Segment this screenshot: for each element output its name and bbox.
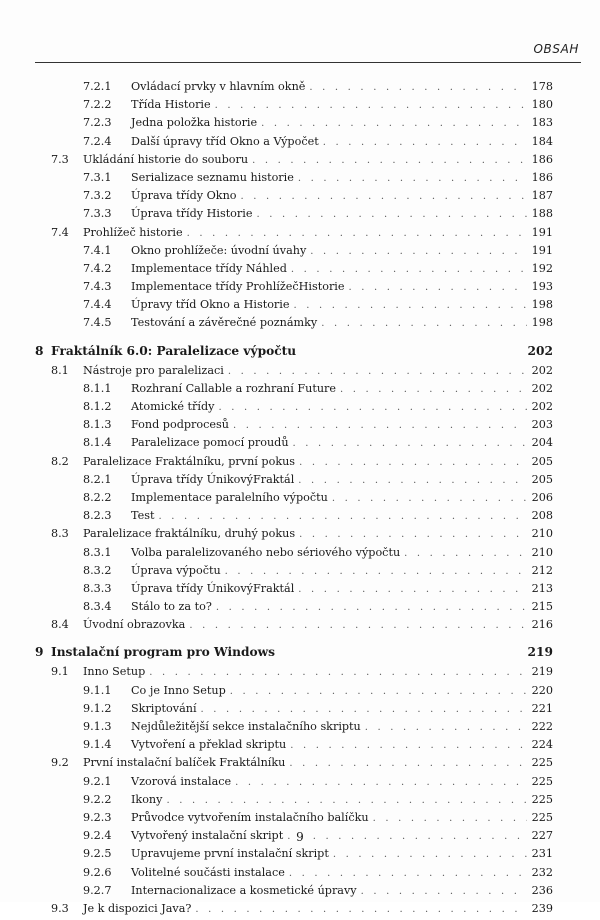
toc-entry-page: 187 [531,189,553,203]
toc-section-row [35,618,553,636]
table-of-contents [35,80,553,920]
toc-entry-number: 9.1 [51,665,69,679]
toc-entry-number: 9.1.4 [83,738,112,752]
toc-entry-number: 9.2.1 [83,774,112,788]
toc-entry-number: 7.4.5 [83,316,112,330]
toc-subsection-row [35,98,553,116]
toc-entry-page: 205 [531,472,553,486]
toc-subsection-row [35,400,553,418]
dot-leader [187,228,527,239]
toc-entry-number: 8.2.1 [83,472,112,486]
toc-entry-title: Vzorová instalace [131,774,232,788]
toc-entry-number: 7.2.1 [83,80,112,93]
toc-section-row [35,153,553,171]
toc-entry-page: 212 [531,563,553,577]
toc-entry-title: Vytvoření a překlad skriptu [131,738,287,752]
toc-subsection-row [35,382,553,400]
toc-entry-title: Nejdůležitější sekce instalačního skriptu [131,720,361,733]
toc-entry-title: První instalační balíček Fraktálníku [83,756,286,770]
toc-section-row [35,455,553,473]
dot-leader [289,758,527,769]
toc-entry-title: Test [131,509,155,523]
toc-entry-number: 8.3 [51,527,69,541]
toc-entry-title: Implementace paralelního výpočtu [131,490,328,504]
toc-subsection-row [35,866,553,884]
toc-entry-title: Třída Historie [131,98,211,112]
toc-entry-page: 202 [531,363,553,377]
dot-leader [158,511,527,522]
toc-entry-page: 231 [531,847,553,861]
dot-leader [333,849,527,860]
toc-subsection-row [35,847,553,865]
dot-leader [230,686,527,697]
toc-entry-title: Jedna položka historie [131,116,258,130]
toc-entry-title: Volitelné součásti instalace [131,865,285,879]
dot-leader [149,667,527,678]
toc-chapter-row [35,645,553,665]
toc-entry-number: 7.3.2 [83,189,112,203]
toc-entry-page: 202 [531,381,553,395]
toc-entry-number: 7.4.3 [83,280,112,294]
toc-subsection-row [35,811,553,829]
dot-leader [323,137,527,148]
dot-leader [228,366,527,377]
toc-section-row [35,527,553,545]
toc-entry-page: 216 [531,618,553,632]
toc-subsection-row [35,720,553,738]
toc-entry-title: Implementace třídy ProhlížečHistorie [131,280,345,294]
dot-leader [321,318,527,329]
dot-leader [261,118,527,129]
toc-entry-title: Implementace třídy Náhled [131,261,287,275]
toc-entry-page: 178 [531,80,553,93]
toc-entry-page: 222 [531,720,553,733]
toc-entry-number: 7.4.4 [83,298,112,312]
toc-subsection-row [35,207,553,225]
toc-entry-title: Stálo to za to? [131,600,212,614]
toc-entry-number: 7.4.2 [83,261,112,275]
dot-leader [256,209,527,220]
toc-entry-title: Úprava třídy ÚnikovýFraktál [131,581,295,595]
toc-entry-number: 8.2 [51,454,69,468]
dot-leader [298,584,527,595]
toc-entry-page: 204 [531,436,553,450]
toc-entry-page: 202 [531,400,553,413]
toc-entry-title: Okno prohlížeče: úvodní úvahy [131,243,307,257]
toc-subsection-row [35,80,553,98]
toc-subsection-row [35,244,553,262]
toc-entry-number: 9 [35,645,44,660]
toc-entry-title: Internacionalizace a kosmetické úpravy [131,883,357,897]
toc-entry-page: 208 [531,509,553,523]
toc-entry-title: Vytvořený instalační skript [131,829,284,843]
toc-entry-number: 9.2.6 [83,865,112,879]
toc-entry-number: 7.4.1 [83,243,112,257]
toc-entry-number: 8.1.4 [83,436,112,450]
toc-entry-page: 206 [531,490,553,504]
toc-entry-title: Ikony [131,792,163,806]
dot-leader [373,813,527,824]
toc-entry-title: Úprava třídy Okno [131,189,237,203]
toc-entry-title: Nástroje pro paralelizaci [83,363,224,377]
toc-entry-number: 7.3.1 [83,170,112,184]
toc-entry-page: 198 [531,298,553,312]
toc-entry-number: 9.2 [51,756,69,770]
toc-entry-page: 225 [531,774,553,788]
dot-leader [218,402,527,413]
toc-section-row [35,756,553,774]
toc-section-row [35,665,553,683]
toc-entry-number: 9.2.5 [83,847,112,861]
toc-entry-page: 192 [531,261,553,275]
toc-entry-number: 7.3 [51,152,69,166]
toc-subsection-row [35,171,553,189]
toc-entry-page: 219 [531,665,553,679]
dot-leader [290,740,527,751]
toc-subsection-row [35,775,553,793]
dot-leader [340,384,527,395]
dot-leader [166,795,527,806]
toc-entry-number: 8 [35,343,44,358]
dot-leader [298,173,527,184]
dot-leader [361,886,527,897]
toc-entry-title: Další úpravy tříd Okno a Výpočet [131,134,319,148]
toc-entry-page: 193 [531,280,553,294]
toc-entry-page: 191 [531,225,553,239]
dot-leader [235,777,527,788]
toc-entry-page: 205 [531,454,553,468]
toc-entry-page: 210 [531,545,553,559]
toc-entry-page: 198 [531,316,553,330]
toc-entry-page: 210 [531,527,553,541]
toc-entry-title: Průvodce vytvořením instalačního balíčku [131,810,369,824]
toc-subsection-row [35,509,553,527]
toc-entry-page: 225 [531,810,553,824]
toc-entry-title: Úpravy tříd Okno a Historie [131,298,290,312]
toc-chapter-row [35,344,553,364]
toc-subsection-row [35,738,553,756]
dot-leader [293,438,527,449]
dot-leader [404,548,527,559]
toc-entry-title: Ukládání historie do souboru [83,152,249,166]
dot-leader [252,155,527,166]
toc-entry-page: 232 [531,865,553,879]
toc-entry-title: Úprava třídy ÚnikovýFraktál [131,472,295,486]
toc-entry-number: 8.1.2 [83,400,112,413]
toc-entry-title: Instalační program pro Windows [51,645,275,660]
toc-entry-number: 8.3.4 [83,600,112,614]
toc-section-row [35,226,553,244]
toc-entry-page: 236 [531,883,553,897]
toc-entry-title: Upravujeme první instalační skript [131,847,329,861]
toc-entry-number: 9.1.3 [83,720,112,733]
toc-entry-number: 8.3.3 [83,581,112,595]
dot-leader [289,868,527,879]
toc-entry-number: 9.2.7 [83,883,112,897]
toc-entry-page: 188 [531,207,553,221]
toc-entry-title: Paralelizace Fraktálníku, první pokus [83,454,296,468]
dot-leader [195,904,527,915]
toc-entry-page: 202 [527,343,553,358]
toc-entry-number: 9.2.4 [83,829,112,843]
toc-entry-title: Ovládací prvky v hlavním okně [131,80,306,93]
toc-entry-title: Inno Setup [83,665,146,679]
toc-entry-number: 9.2.2 [83,792,112,806]
toc-entry-number: 8.3.2 [83,563,112,577]
toc-subsection-row [35,298,553,316]
dot-leader [215,100,527,111]
dot-leader [332,493,527,504]
toc-entry-title: Volba paralelizovaného nebo sériového výpočtu [131,545,401,559]
toc-entry-page: 215 [531,600,553,614]
toc-entry-page: 186 [531,170,553,184]
toc-entry-page: 183 [531,116,553,130]
toc-subsection-row [35,564,553,582]
toc-entry-page: 213 [531,581,553,595]
toc-entry-number: 7.2.3 [83,116,112,130]
toc-subsection-row [35,135,553,153]
toc-entry-page: 225 [531,792,553,806]
toc-subsection-row [35,436,553,454]
dot-leader [225,566,527,577]
toc-entry-title: Atomické třídy [131,400,215,413]
toc-entry-title: Je k dispozici Java? [83,901,192,915]
toc-subsection-row [35,316,553,334]
toc-entry-number: 8.4 [51,618,69,632]
toc-entry-number: 8.2.3 [83,509,112,523]
toc-entry-number: 8.1.1 [83,381,112,395]
dot-leader [299,529,527,540]
toc-entry-number: 8.3.1 [83,545,112,559]
toc-entry-number: 8.1 [51,363,69,377]
toc-entry-number: 8.2.2 [83,490,112,504]
dot-leader [241,191,527,202]
dot-leader [309,82,527,93]
toc-entry-title: Úprava třídy Historie [131,207,253,221]
toc-entry-page: 219 [527,645,553,660]
toc-entry-number: 7.2.4 [83,134,112,148]
toc-entry-number: 8.1.3 [83,418,112,432]
toc-entry-number: 7.3.3 [83,207,112,221]
toc-entry-title: Serializace seznamu historie [131,170,294,184]
toc-subsection-row [35,491,553,509]
dot-leader [189,620,527,631]
toc-subsection-row [35,684,553,702]
toc-subsection-row [35,262,553,280]
toc-entry-title: Fond podprocesů [131,418,229,432]
toc-section-row [35,902,553,920]
toc-entry-title: Prohlížeč historie [83,225,183,239]
dot-leader [310,246,527,257]
toc-subsection-row [35,189,553,207]
toc-entry-page: 191 [531,243,553,257]
toc-entry-title: Testování a závěrečné poznámky [131,316,318,330]
toc-subsection-row [35,546,553,564]
toc-entry-number: 9.1.2 [83,701,112,715]
dot-leader [293,300,527,311]
toc-entry-title: Paralelizace fraktálníku, druhý pokus [83,527,296,541]
dot-leader [298,475,527,486]
dot-leader [216,602,527,613]
toc-entry-number: 9.1.1 [83,683,112,697]
toc-entry-page: 225 [531,756,553,770]
toc-subsection-row [35,116,553,134]
running-title: OBSAH [533,42,579,56]
dot-leader [349,282,528,293]
toc-entry-page: 227 [531,829,553,843]
dot-leader [299,457,527,468]
toc-subsection-row [35,473,553,491]
toc-section-row [35,364,553,382]
running-header [35,40,581,63]
toc-subsection-row [35,702,553,720]
page-number: 9 [296,830,304,844]
toc-entry-number: 9.3 [51,901,69,915]
toc-entry-title: Rozhraní Callable a rozhraní Future [131,381,336,395]
toc-entry-title: Skriptování [131,701,197,715]
toc-subsection-row [35,418,553,436]
toc-entry-title: Úprava výpočtu [131,563,221,577]
dot-leader [201,704,527,715]
toc-entry-page: 186 [531,152,553,166]
toc-subsection-row [35,280,553,298]
toc-entry-title: Paralelizace pomocí proudů [131,436,289,450]
toc-entry-page: 184 [531,134,553,148]
toc-entry-page: 239 [531,901,553,915]
toc-subsection-row [35,600,553,618]
toc-entry-page: 224 [531,738,553,752]
toc-entry-page: 180 [531,98,553,112]
toc-subsection-row [35,884,553,902]
toc-entry-number: 7.2.2 [83,98,112,112]
toc-entry-title: Úvodní obrazovka [83,618,186,632]
toc-entry-title: Co je Inno Setup [131,683,226,697]
dot-leader [365,722,527,733]
toc-subsection-row [35,582,553,600]
toc-subsection-row [35,793,553,811]
toc-entry-number: 9.2.3 [83,810,112,824]
toc-entry-page: 221 [531,701,553,715]
toc-entry-page: 220 [531,683,553,697]
dot-leader [291,264,527,275]
toc-entry-number: 7.4 [51,225,69,239]
dot-leader [233,420,527,431]
toc-entry-page: 203 [531,418,553,432]
toc-entry-title: Fraktálník 6.0: Paralelizace výpočtu [51,343,297,358]
